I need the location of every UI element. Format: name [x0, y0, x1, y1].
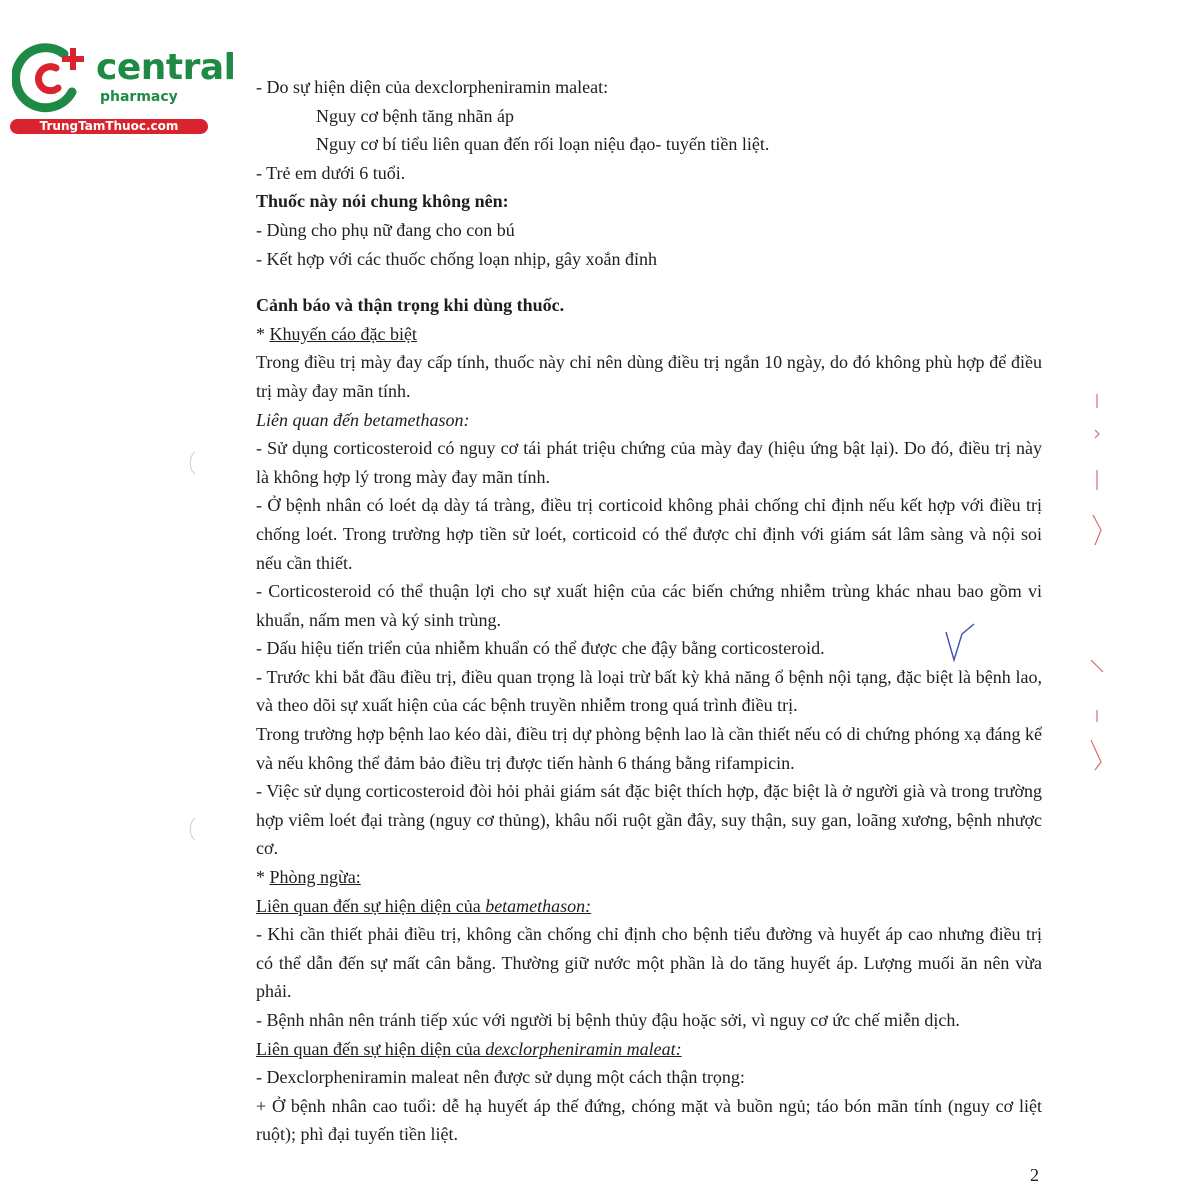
text-line: - Kết hợp với các thuốc chống loạn nhịp, gây xoắn đỉnh	[256, 248, 657, 269]
subheading	[256, 863, 1042, 892]
drug-name: dexclorpheniramin maleat:	[485, 1038, 682, 1059]
underlined-subheading	[256, 1035, 1042, 1064]
text-line: - Do sự hiện diện của dexclorpheniramin maleat:	[256, 77, 609, 97]
paragraph: - Bệnh nhân nên tránh tiếp xúc với người bị bệnh thủy đậu hoặc sởi, vì nguy cơ ức chế miễn dịch.	[256, 1010, 960, 1030]
section-heading: Cảnh báo và thận trọng khi dùng thuốc.	[256, 295, 565, 316]
section-heading: Thuốc này nói chung không nên:	[256, 191, 509, 212]
subheading-text: Liên quan đến sự hiện diện của	[256, 895, 486, 916]
paragraph: + Ở bệnh nhân cao tuổi: dễ hạ huyết áp thế đứng, chóng mặt và buồn ngủ; táo bón mãn tính (nguy cơ liệt ruột); phì đại tuyến tiền liệt.	[256, 1095, 1042, 1145]
bullet-star: *	[256, 867, 270, 888]
text-line: Nguy cơ bệnh tăng nhãn áp	[316, 105, 514, 126]
subheading-text: Liên quan đến sự hiện diện của	[256, 1038, 486, 1059]
text-line: Nguy cơ bí tiểu liên quan đến rối loạn niệu đạo- tuyến tiền liệt.	[316, 134, 770, 155]
text-line: - Dùng cho phụ nữ đang cho con bú	[256, 219, 515, 240]
paragraph: - Dấu hiệu tiến triển của nhiễm khuẩn có thể được che đậy bằng corticosteroid.	[256, 638, 825, 659]
logo-url-banner: TrungTamThuoc.com	[10, 119, 208, 134]
paragraph: - Việc sử dụng corticosteroid đòi hỏi phải giám sát đặc biệt thích hợp, đặc biệt là ở người già và trong trường hợp viêm loét đại tràng (nguy cơ thủng), khâu nối ruột gần đây, suy thận, suy gan, loãng xương, bệnh nhược cơ.	[256, 781, 1042, 859]
handwritten-mark-icon	[940, 622, 980, 672]
paragraph: Trong trường hợp bệnh lao kéo dài, điều trị dự phòng bệnh lao là cần thiết nếu có di chứng phóng xạ đáng kể và nếu không thể đảm bảo điều trị được tiến hành 6 tháng bằng rifampicin.	[256, 724, 1042, 773]
page-number: 2	[1030, 1165, 1039, 1185]
subheading-text: Khuyến cáo đặc biệt	[269, 323, 417, 344]
pharmacy-cross-icon	[12, 42, 92, 114]
drug-name: betamethason:	[485, 895, 592, 916]
punch-hole-marks-icon	[185, 450, 199, 850]
document-body	[256, 73, 1042, 1149]
underlined-subheading	[256, 892, 1042, 921]
subheading	[256, 320, 1042, 349]
logo-subtitle: pharmacy	[100, 89, 178, 105]
bullet-star: *	[256, 323, 270, 344]
paragraph: - Dexclorpheniramin maleat nên được sử dụng một cách thận trọng:	[256, 1067, 745, 1088]
paragraph: - Khi cần thiết phải điều trị, không cần chống chỉ định cho bệnh tiểu đường và huyết áp cao nhưng điều trị có thể dẫn đến sự mất cân bằng. Thường giữ nước một phần là do tăng huyết áp. Lượng muối ăn nên vừa phải.	[256, 924, 1042, 1002]
italic-subheading: Liên quan đến betamethason:	[256, 409, 470, 430]
paragraph: Trong điều trị mày đay cấp tính, thuốc này chỉ nên dùng điều trị ngắn 10 ngày, do đó không phù hợp để điều trị mày đay mãn tính.	[256, 352, 1042, 401]
logo-name: central	[96, 47, 236, 88]
paragraph: - Corticosteroid có thể thuận lợi cho sự xuất hiện của các biến chứng nhiễm trùng khác nhau bao gồm vi khuẩn, nấm men và ký sinh trùng.	[256, 581, 1042, 630]
subheading-text: Phòng ngừa:	[269, 867, 361, 888]
paragraph: - Ở bệnh nhân có loét dạ dày tá tràng, điều trị corticoid không phải chống chỉ định nếu kết hợp với điều trị chống loét. Trong trường hợp tiền sử loét, corticoid có thể được chỉ định với giám sát lâm sàng và nội soi nếu cần thiết.	[256, 495, 1042, 573]
margin-stamp-icon	[1085, 390, 1115, 780]
text-line: - Trẻ em dưới 6 tuổi.	[256, 162, 406, 183]
paragraph: - Sử dụng corticosteroid có nguy cơ tái phát triệu chứng của mày đay (hiệu ứng bật lại). Do đó, điều trị này là không hợp lý trong mày đay mãn tính.	[256, 438, 1042, 487]
paragraph: - Trước khi bắt đầu điều trị, điều quan trọng là loại trừ bất kỳ khả năng ổ bệnh nội tạng, đặc biệt là bệnh lao, và theo dõi sự xuất hiện của các bệnh truyền nhiễm trong quá trình điều trị.	[256, 666, 1042, 716]
central-pharmacy-logo	[10, 38, 236, 138]
